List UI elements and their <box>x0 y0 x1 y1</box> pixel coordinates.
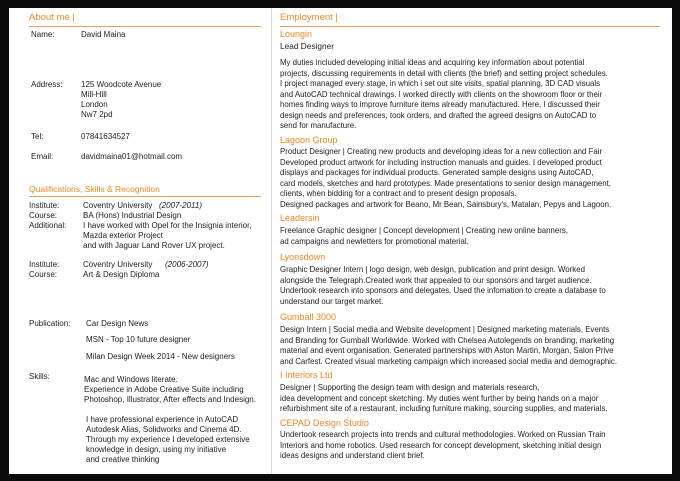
edu1-years: (2007-2011) <box>159 201 202 210</box>
job-description <box>280 58 668 132</box>
job-description-line: Undertook research projects into trends and cultural methodologies. Worked on Russian Train <box>280 430 606 439</box>
name-value: David Maina <box>81 30 126 39</box>
course-label: Course: <box>29 211 58 220</box>
qualifications-header: Qualifications, Skills & Recognition <box>29 184 160 194</box>
job-description-line: send for manufacture. <box>280 121 357 130</box>
job-description-line: I project managed every stage, in which i set out site visits, spatial planning, 3D CAD visuals <box>280 79 601 88</box>
institute-label: Institute: <box>29 201 60 210</box>
address-line: London <box>81 100 108 109</box>
address-line: Mill-Hill <box>81 90 107 99</box>
job-description-line: clients, when bidding for a contract and to present design proposals. <box>280 189 517 198</box>
job-company: Lagoon Group <box>280 135 338 145</box>
job-company: I Interiors Ltd <box>280 370 333 380</box>
tel-label: Tel: <box>31 132 44 141</box>
skills-line: Photoshop, Illustrator, After effects and Indesign. <box>84 395 256 404</box>
email-label: Email: <box>31 152 54 161</box>
job-description <box>280 430 668 462</box>
job-description-line: alongside the Telegraph.Created work that appealed to our sponsors and target audience. <box>280 275 592 285</box>
job-company: Loungin <box>280 29 313 39</box>
course-label: Course: <box>29 270 58 279</box>
edu2-years: (2006-2007) <box>165 260 209 269</box>
job-description-line: ideas designs and understand client brief. <box>280 451 425 460</box>
job-description-line: homes finding ways to improve furniture items already manufactured. Here, I discussed their <box>280 100 600 109</box>
skills-line: Through my experience I developed extensive <box>86 435 250 444</box>
job-description-line: refurbishment site of a restaurant, including furniture making, sourcing supplies, and materials. <box>280 404 608 413</box>
left-column <box>9 8 263 474</box>
job-description-line: Designed packages and artwork for Beano, Mr Bean, Sainsbury's, Matalan, Pepys and Lagoon. <box>280 199 612 209</box>
job-description-line: Interiors and home robotics. Used research for concept development, sketching initial design <box>280 440 602 450</box>
job-company: Leadersin <box>280 213 320 223</box>
edu2-course: Art & Design Diploma <box>83 270 160 279</box>
publication-item: MSN - Top 10 future designer <box>86 335 191 344</box>
job-description-line: Developed product artwork for including instruction manuals and guides. I developed product <box>280 157 602 167</box>
job-description <box>280 226 668 247</box>
job-description-line: Design Intern | Social media and Website development | Designed marketing materials, Events <box>280 325 610 334</box>
skills-line: Autodesk Alias, Solidworks and Cinema 4D. <box>86 425 242 434</box>
email-value[interactable]: davidmaina01@hotmail.com <box>81 152 183 161</box>
job-description-line: and AutoCAD technical drawings. I worked directly with clients on the showroom floor or their <box>280 89 603 99</box>
resume-sheet <box>9 8 672 474</box>
job-description-line: and Branding for Gumball Worldwide. Worked with Chelsea Autolegends on branding, marketing <box>280 335 615 345</box>
job-description-line: Graphic Designer Intern | logo design, web design, publication and print design. Worked <box>280 265 585 274</box>
name-label: Name: <box>31 30 55 39</box>
skills-line: knowledge in design, using my initiative <box>86 445 227 454</box>
address-line: 125 Woodcote Avenue <box>81 80 162 89</box>
institute-label: Institute: <box>29 260 60 269</box>
job-role: Lead Designer <box>280 41 334 51</box>
job-description <box>280 147 668 210</box>
job-description-line: Designer | Supporting the design team with design and materials research, <box>280 383 540 392</box>
about-divider <box>29 26 261 27</box>
job-description-line: idea development and concept sketching. My duties went further by being hands on a major <box>280 393 599 403</box>
publication-item: Milan Design Week 2014 - New designers <box>86 352 235 361</box>
job-description <box>280 325 668 367</box>
address-label: Address: <box>31 80 63 89</box>
job-company: CEPAD Design Studio <box>280 418 369 428</box>
address-line: Nw7 2pd <box>81 110 113 119</box>
job-description-line: design needs and preferences, took orders, and drafted the agreed designs on AutoCAD to <box>280 110 597 120</box>
employment-column <box>280 8 668 474</box>
skills-line: I have professional experience in AutoCAD <box>86 415 239 424</box>
additional-label: Additional: <box>29 221 67 230</box>
publication-label: Publication: <box>29 319 71 328</box>
job-description-line: displays and packages for individual products. Generated sample designs using AutoCAD, <box>280 168 594 177</box>
job-description-line: and Carfest. Created visual marketing campaign which increased social media and demographic. <box>280 356 618 366</box>
edu1-additional: and with Jaguar Land Rover UX project. <box>83 241 225 250</box>
skills-line: Experience in Adobe Creative Suite including <box>84 385 244 394</box>
job-description-line: Freelance Graphic designer | Concept development | Creating new online banners, <box>280 226 568 235</box>
edu1-course: BA (Hons) Industrial Design <box>83 211 182 220</box>
job-description-line: card models, sketches and hard prototypes. Made presentations to senior design management, <box>280 178 611 188</box>
employment-divider <box>280 26 660 27</box>
edu1-institute: Coventry University <box>83 201 153 210</box>
column-divider <box>271 8 272 474</box>
skills-label: Skills: <box>29 372 50 381</box>
skills-line: and creative thinking <box>86 455 160 464</box>
job-description-line: material and event organisation. Generated partnerships with Aston Martin, Morgan, Salon Prive <box>280 346 614 355</box>
job-description-line: My duties included developing initial ideas and acquiring key information about potential <box>280 58 585 67</box>
tel-value: 07841634527 <box>81 132 130 141</box>
job-description <box>280 265 668 307</box>
job-company: Gumball 3000 <box>280 312 337 322</box>
job-description-line: projects, discussing requirements in detail with clients (the brief) and setting project schedules. <box>280 68 608 78</box>
job-company: Lyonsdown <box>280 252 326 262</box>
edu2-institute: Coventry University <box>83 260 153 269</box>
edu1-additional: Mazda exterior Project <box>83 231 164 240</box>
employment-header: Employment | <box>280 12 338 23</box>
edu1-additional: I have worked with Opel for the Insignia interior, <box>83 221 252 230</box>
job-description-line: ad campaigns and newletters for promotional material. <box>280 236 469 246</box>
qualifications-divider <box>29 196 261 197</box>
skills-line: Mac and Windows literate. <box>84 375 178 384</box>
publication-item: Car Design News <box>86 319 149 328</box>
job-description-line: understand our target market. <box>280 296 384 306</box>
job-description <box>280 383 668 415</box>
job-description-line: Undertook research into sponsors and delegates. Used the infomation to create a database to <box>280 286 606 295</box>
about-header: About me | <box>29 12 75 23</box>
job-description-line: Product Designer | Creating new products and developing ideas for a new collection and Fair <box>280 147 603 156</box>
